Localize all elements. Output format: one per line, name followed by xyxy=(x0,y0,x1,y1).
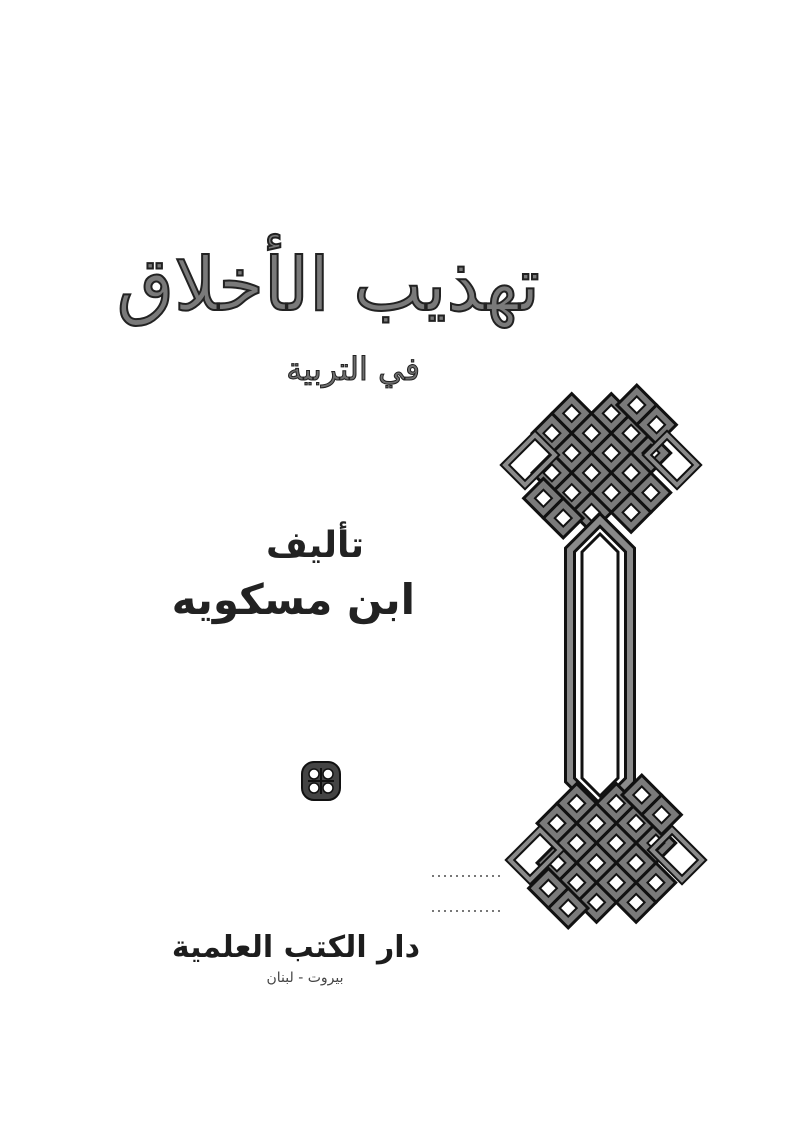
author-name: ابن مسكويه xyxy=(171,575,415,624)
publisher-name: دار الكتب العلمية xyxy=(171,930,420,965)
dotted-line xyxy=(432,910,502,912)
book-subtitle: في التربية xyxy=(286,350,420,388)
small-knot-ornament xyxy=(298,758,344,804)
book-title: تهذيب الأخلاق xyxy=(116,242,540,328)
dotted-line xyxy=(432,875,502,877)
publisher-city: بيروت - لبنان xyxy=(266,970,344,986)
author-label: تأليف xyxy=(265,525,365,566)
